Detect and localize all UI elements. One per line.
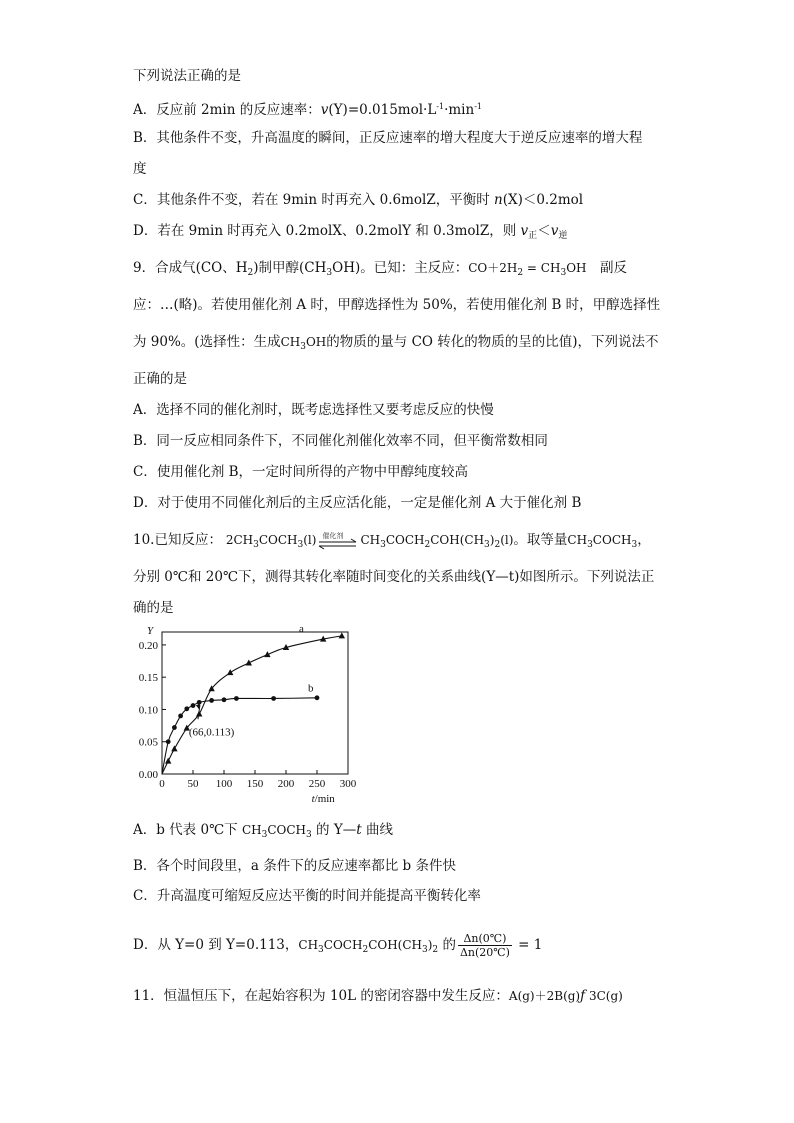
q9-option-b: B．同一反应相同条件下，不同催化剂催化效率不同，但平衡常数相同: [133, 433, 548, 449]
q10-option-d: D．从 Y=0 到 Y=0.113，$CH_3COCH_2COH(CH_3)_2$ 的 $\frac{\Delta n(0℃)}{\Delta n(20℃)}$ = 1: [133, 932, 543, 959]
q9-line-1: 9．合成气(CO、$H_2$)制甲醇$(CH_3OH)$。已知：主反应：$CO+2H_2 = CH_3OH$ 副反: [133, 260, 627, 278]
q10-option-a: A．b 代表 0℃下 $CH_3COCH_3$ 的 Y—t 曲线: [133, 822, 393, 840]
series-b-point: [209, 698, 214, 703]
y-tick-label: 0.10: [138, 704, 158, 717]
x-tick-label: 150: [246, 778, 264, 790]
q10-line-2: 分别 0℃和 20℃下，测得其转化率随时间变化的关系曲线(Y—t)如图所示。下列说法正: [133, 569, 655, 585]
q10-option-c: C．升高温度可缩短反应达平衡的时间并能提高平衡转化率: [133, 888, 481, 904]
annotation-label: (66,0.113): [188, 726, 235, 739]
x-tick-label: 200: [277, 778, 295, 790]
q8-option-d: D．若在 9min 时再充入 0.2molX、0.2molY 和 0.3molZ，则 $v_正<v_逆$: [133, 223, 568, 241]
delta-n-fraction: $\frac{\Delta n(0℃)}{\Delta n(20℃)}$: [459, 932, 510, 959]
q11-line-1: 11．恒温恒压下，在起始容积为 10L 的密闭容器中发生反应：A(g)＋2B(g)ƒ 3C(g): [133, 988, 623, 1004]
reversible-arrow: 催化剂: [316, 532, 360, 550]
series-b-label: b: [308, 682, 314, 695]
x-tick-label: 50: [187, 778, 199, 790]
q8-option-c: C．其他条件不变，若在 9min 时再充入 0.6molZ，平衡时 n(X)＜0.2mol: [133, 192, 584, 208]
q10-option-b: B．各个时间段里，a 条件下的反应速率都比 b 条件快: [133, 858, 456, 874]
q10-line-1: 10.已知反应： $2CH_3COCH_3(l)$ 催化剂 $CH_3COCH_2COH(CH_3)_2(l)$。取等量$CH_3COCH_3$，: [133, 531, 651, 550]
series-b-point: [271, 696, 276, 701]
q8-option-a: A．反应前 2min 的反应速率：$v(Y)=0.015mol\cdot L^{-1}\cdot\min^{-1}$: [133, 102, 482, 118]
q8-stem: 下列说法正确的是: [133, 68, 241, 84]
x-tick-label: 100: [215, 778, 233, 790]
y-tick-label: 0.15: [138, 672, 158, 685]
y-axis-label: Y: [146, 625, 154, 637]
series-a-point: [339, 632, 345, 638]
y-tick-label: 0.00: [138, 769, 158, 781]
series-b-point: [178, 714, 183, 719]
series-a-line: [162, 636, 342, 774]
series-b-point: [234, 696, 239, 701]
series-a-point: [165, 758, 171, 764]
q8-option-b: B．其他条件不变，升高温度的瞬间，正反应速率的增大程度大于逆反应速率的增大程: [133, 130, 643, 146]
plot-frame: [162, 632, 348, 774]
conversion-time-chart: [128, 618, 368, 813]
q9-option-a: A．选择不同的催化剂时，既考虑选择性又要考虑反应的快慢: [133, 402, 494, 418]
series-a-point: [171, 745, 177, 751]
series-b-point: [184, 706, 189, 711]
q9-line-4: 正确的是: [133, 371, 187, 387]
x-tick-label: 250: [308, 778, 326, 790]
series-b-point: [222, 697, 227, 702]
q9-line-2: 应：…(略)。若使用催化剂 A 时，甲醇选择性为 50%，若使用催化剂 B 时，甲醇选择性: [133, 297, 661, 313]
x-tick-label: 0: [159, 778, 165, 790]
q9-line-3: 为 90%。(选择性：生成$CH_3OH$的物质的量与 CO 转化的物质的呈的比值)，下列说法不: [133, 334, 659, 352]
q9-option-d: D．对于使用不同催化剂后的主反应活化能，一定是催化剂 A 大于催化剂 B: [133, 495, 582, 511]
series-a-label: a: [299, 623, 304, 635]
series-b-point: [197, 700, 202, 705]
series-a-point: [227, 669, 233, 675]
series-b-point: [191, 703, 196, 708]
series-b-point: [315, 695, 320, 700]
q10-line-3: 确的是: [133, 600, 174, 616]
x-tick-label: 300: [339, 778, 357, 790]
q9-option-c: C．使用催化剂 B，一定时间所得的产物中甲醇纯度较高: [133, 464, 469, 480]
series-b-point: [172, 725, 177, 730]
series-b-point: [166, 739, 171, 744]
q8-option-b-cont: 度: [133, 161, 147, 177]
y-tick-label: 0.05: [138, 736, 158, 749]
y-tick-label: 0.20: [138, 639, 158, 652]
x-axis-label: t/min: [311, 793, 335, 805]
